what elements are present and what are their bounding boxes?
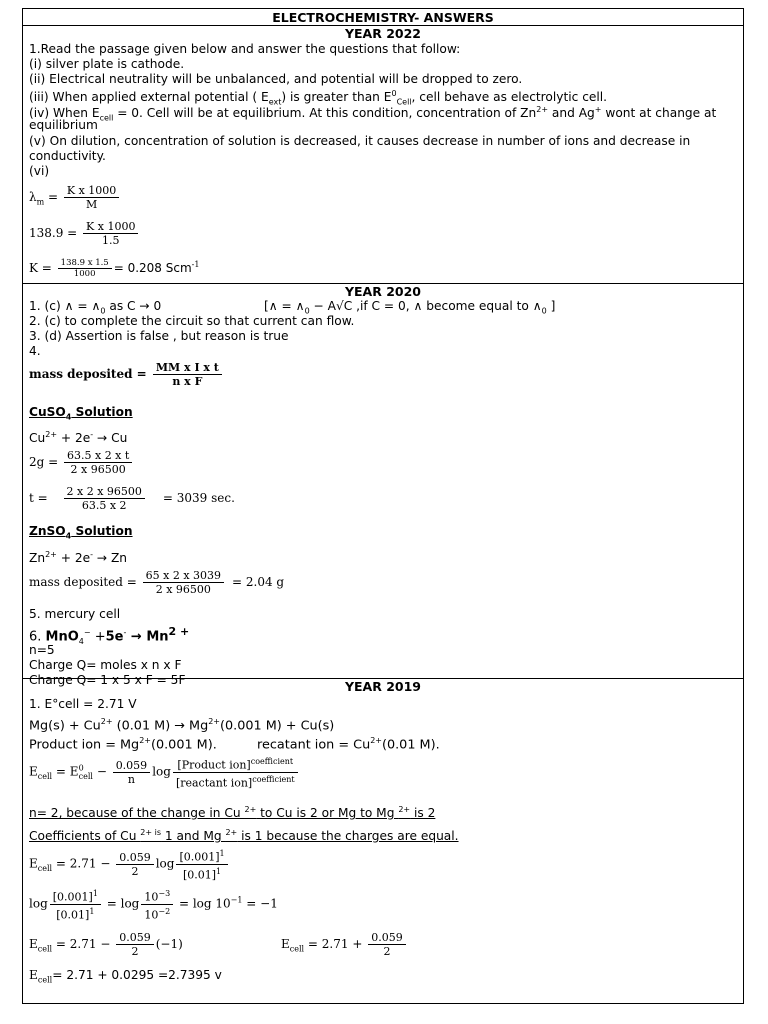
answer-1: 1. (c) ∧ = $\wedge_0$ as C → 0 <box>29 299 162 316</box>
year-2019-heading: YEAR 2019 <box>344 679 422 694</box>
n-explanation: n= 2, because of the change in Cu $^{2+}$ to Cu is 2 or Mg to Mg $^{2+}$ is 2 <box>29 805 436 821</box>
answer-2: 2. (c) to complete the circuit so that current can flow. <box>29 314 355 328</box>
charge-formula: Charge Q= moles x n x F <box>29 658 182 672</box>
equation-substitution: 138.9 = $\frac{\text{K x 1000}}{1.5}$ <box>29 220 140 247</box>
equation-2g: 2g = $\frac{\text{63.5 x 2 x t}}{2 x 96500}$ <box>29 449 134 476</box>
zn-reaction: $Zn^{2+} + 2e^- \to Zn$ <box>29 550 128 566</box>
cuso4-heading: CuSO$_4$ Solution <box>29 405 133 422</box>
q1-intro: 1.Read the passage given below and answer the questions that follow: <box>29 42 461 56</box>
coefficient-explanation: Coefficients of Cu $^{2+ is}$ 1 and Mg $^{2+}$ is 1 because the charges are equal. <box>29 828 459 844</box>
equation-ecell-substituted: $E_{cell} = 2.71$ − $\frac{0.059}{2}$ log $\frac{[0.001]^1}{[0.01]^1}$ <box>29 847 230 881</box>
line-reaction: $Mg(s) + Cu^{2+}$ (0.01 $M) \to Mg^{2+}(0.001$ M) + Cu(s) <box>29 717 335 734</box>
answer-vi: (vi) <box>29 164 50 178</box>
document-title: ELECTROCHEMISTRY- ANSWERS <box>272 10 494 25</box>
equation-log-evaluation: log $\frac{[0.001]^1}{[0.01]^1}$ = log $\frac{10^{-3}}{10^{-2}}$ = $\log 10^{-1} = -1$ <box>29 889 278 922</box>
answer-v-cont: conductivity. <box>29 149 106 163</box>
cu-reaction: $Cu^{2+} + 2e^- \to Cu$ <box>29 430 128 446</box>
year-2020-heading: YEAR 2020 <box>344 284 422 299</box>
answer-iv: (iv) When $E_{cell} = 0$. Cell will be at equilibrium. At this condition, concentration of $Zn^{2+}$ and Ag+ wont at change at <box>29 105 717 123</box>
answer-4: 4. <box>29 344 41 358</box>
equation-zn-mass: mass deposited = $\frac{65 x 2 x 3039}{2 x 96500}$ = 2.04 g <box>29 569 285 596</box>
answer-iii: (iii) When applied external potential ( $E_{ext}$) is greater than $E^0_{Cell}$, cell behave as electrolytic cell. <box>29 89 608 107</box>
answer-3: 3. (d) Assertion is false , but reason is true <box>29 329 289 343</box>
answer-sheet <box>22 8 744 1004</box>
equation-molar-conductivity: $\lambda_m$ = $\frac{\text{K x 1000}}{M}$ <box>29 184 121 211</box>
equation-ecell-step: $E_{cell} = 2.71$ − $\frac{0.059}{2}$ (−1) <box>29 931 183 958</box>
year-2022-heading: YEAR 2022 <box>344 26 422 41</box>
answer-iv-cont: equilibrium <box>29 118 98 132</box>
answer-i: (i) silver plate is cathode. <box>29 57 185 71</box>
answer-1-note: [∧ = $\wedge_0 - A√C$ ,if C = 0, ∧ become equal to $\wedge_0$ ] <box>264 299 556 316</box>
znso4-heading: ZnSO$_4$ Solution <box>29 524 133 541</box>
equation-nernst: $E_{cell} = E^0_{cell}$ − $\frac{0.059}{n}$ log $\frac{[Product ion]^{coefficient}}{[reactant ion]^{coefficient}}$ <box>29 755 300 789</box>
answer-v: (v) On dilution, concentration of solution is decreased, it causes decrease in number of ions and decrease in <box>29 134 691 148</box>
charge-result: Charge Q= 1 x 5 x F = 5F <box>29 673 186 687</box>
equation-conductivity-result: K = $\frac{138.9 x 1.5}{1000}$ = 0.208 Scm$^{-1}$ <box>29 258 200 279</box>
n-value: n=5 <box>29 643 55 657</box>
answer-5: 5. mercury cell <box>29 607 121 621</box>
answer-6: 6. $MnO_4^- +5e^- \to Mn^{2 +}$ <box>29 625 190 646</box>
final-ecell: $E_{cell}= 2.71 + 0.0295 =2.7395$ v <box>29 968 222 985</box>
equation-mass-deposited: mass deposited = $\frac{\text{MM x I x t}}{\text{n x F}}$ <box>29 361 224 388</box>
equation-ecell-simplified: $E_{cell} = 2.71$ + $\frac{0.059}{2}$ <box>281 931 408 958</box>
line-reactant-ion: recatant ion = $Cu^{2+}(0.01$ M). <box>257 736 440 753</box>
line-ions: Product ion = $Mg^{2+}(0.001$ M). <box>29 736 217 753</box>
answer-ii: (ii) Electrical neutrality will be unbalanced, and potential will be dropped to zero. <box>29 72 523 86</box>
equation-time: t = $\frac{2 x 2 x 96500}{63.5 x 2}$ = 3039 sec. <box>29 485 235 512</box>
line-ecell-standard: 1. E°cell = 2.71 V <box>29 697 137 711</box>
